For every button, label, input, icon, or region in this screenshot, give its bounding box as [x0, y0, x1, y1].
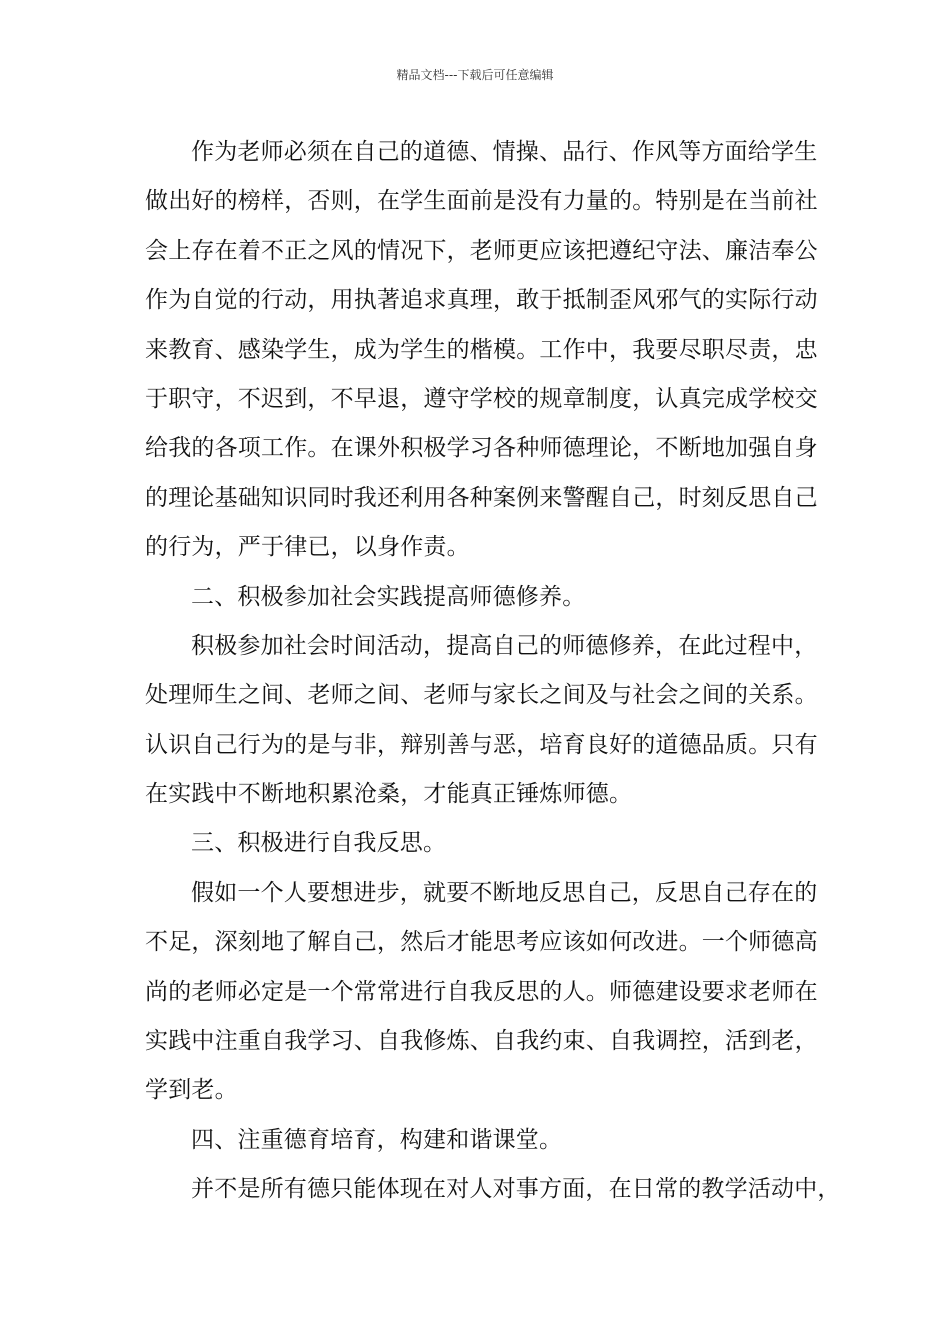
section-heading: 三、积极进行自我反思。	[191, 830, 447, 857]
page-header: 精品文档---下载后可任意编辑	[396, 68, 554, 82]
document-body	[145, 128, 841, 1215]
paragraph-line: 积极参加社会时间活动，提高自己的师德修养，在此过程中，	[191, 632, 818, 659]
paragraph-line: 学到老。	[145, 1077, 238, 1104]
paragraph-line: 给我的各项工作。在课外积极学习各种师德理论，不断地加强自身	[145, 435, 818, 462]
paragraph-line: 假如一个人要想进步，就要不断地反思自己，反思自己存在的	[191, 879, 818, 906]
paragraph-line: 的理论基础知识同时我还利用各种案例来警醒自己，时刻反思自己	[145, 484, 818, 511]
paragraph-line: 尚的老师必定是一个常常进行自我反思的人。师德建设要求老师在	[145, 978, 818, 1005]
paragraph-line: 处理师生之间、老师之间、老师与家长之间及与社会之间的关系。	[145, 682, 818, 709]
paragraph-line: 认识自己行为的是与非，辩别善与恶，培育良好的道德品质。只有	[145, 731, 818, 758]
section-heading: 四、注重德育培育，构建和谐课堂。	[191, 1126, 563, 1153]
paragraph-line: 做出好的榜样，否则，在学生面前是没有力量的。特别是在当前社	[145, 188, 818, 215]
paragraph-line: 实践中注重自我学习、自我修炼、自我约束、自我调控，活到老，	[145, 1028, 818, 1055]
paragraph-line: 在实践中不断地积累沧桑，才能真正锤炼师德。	[145, 781, 633, 808]
paragraph-line: 不足，深刻地了解自己，然后才能思考应该如何改进。一个师德高	[145, 929, 818, 956]
paragraph-line: 的行为，严于律已，以身作责。	[145, 534, 470, 561]
paragraph-line: 于职守，不迟到，不早退，遵守学校的规章制度，认真完成学校交	[145, 385, 818, 412]
paragraph-line: 作为自觉的行动，用执著追求真理，敢于抵制歪风邪气的实际行动	[145, 287, 818, 314]
paragraph-line: 作为老师必须在自己的道德、情操、品行、作风等方面给学生	[191, 139, 818, 165]
paragraph-line: 来教育、感染学生，成为学生的楷模。工作中，我要尽职尽责，忠	[145, 336, 818, 363]
paragraph-line: 会上存在着不正之风的情况下，老师更应该把遵纪守法、廉洁奉公	[145, 237, 818, 264]
section-heading: 二、积极参加社会实践提高师德修养。	[191, 583, 586, 610]
paragraph-line: 并不是所有德只能体现在对人对事方面，在日常的教学活动中，	[191, 1176, 841, 1203]
